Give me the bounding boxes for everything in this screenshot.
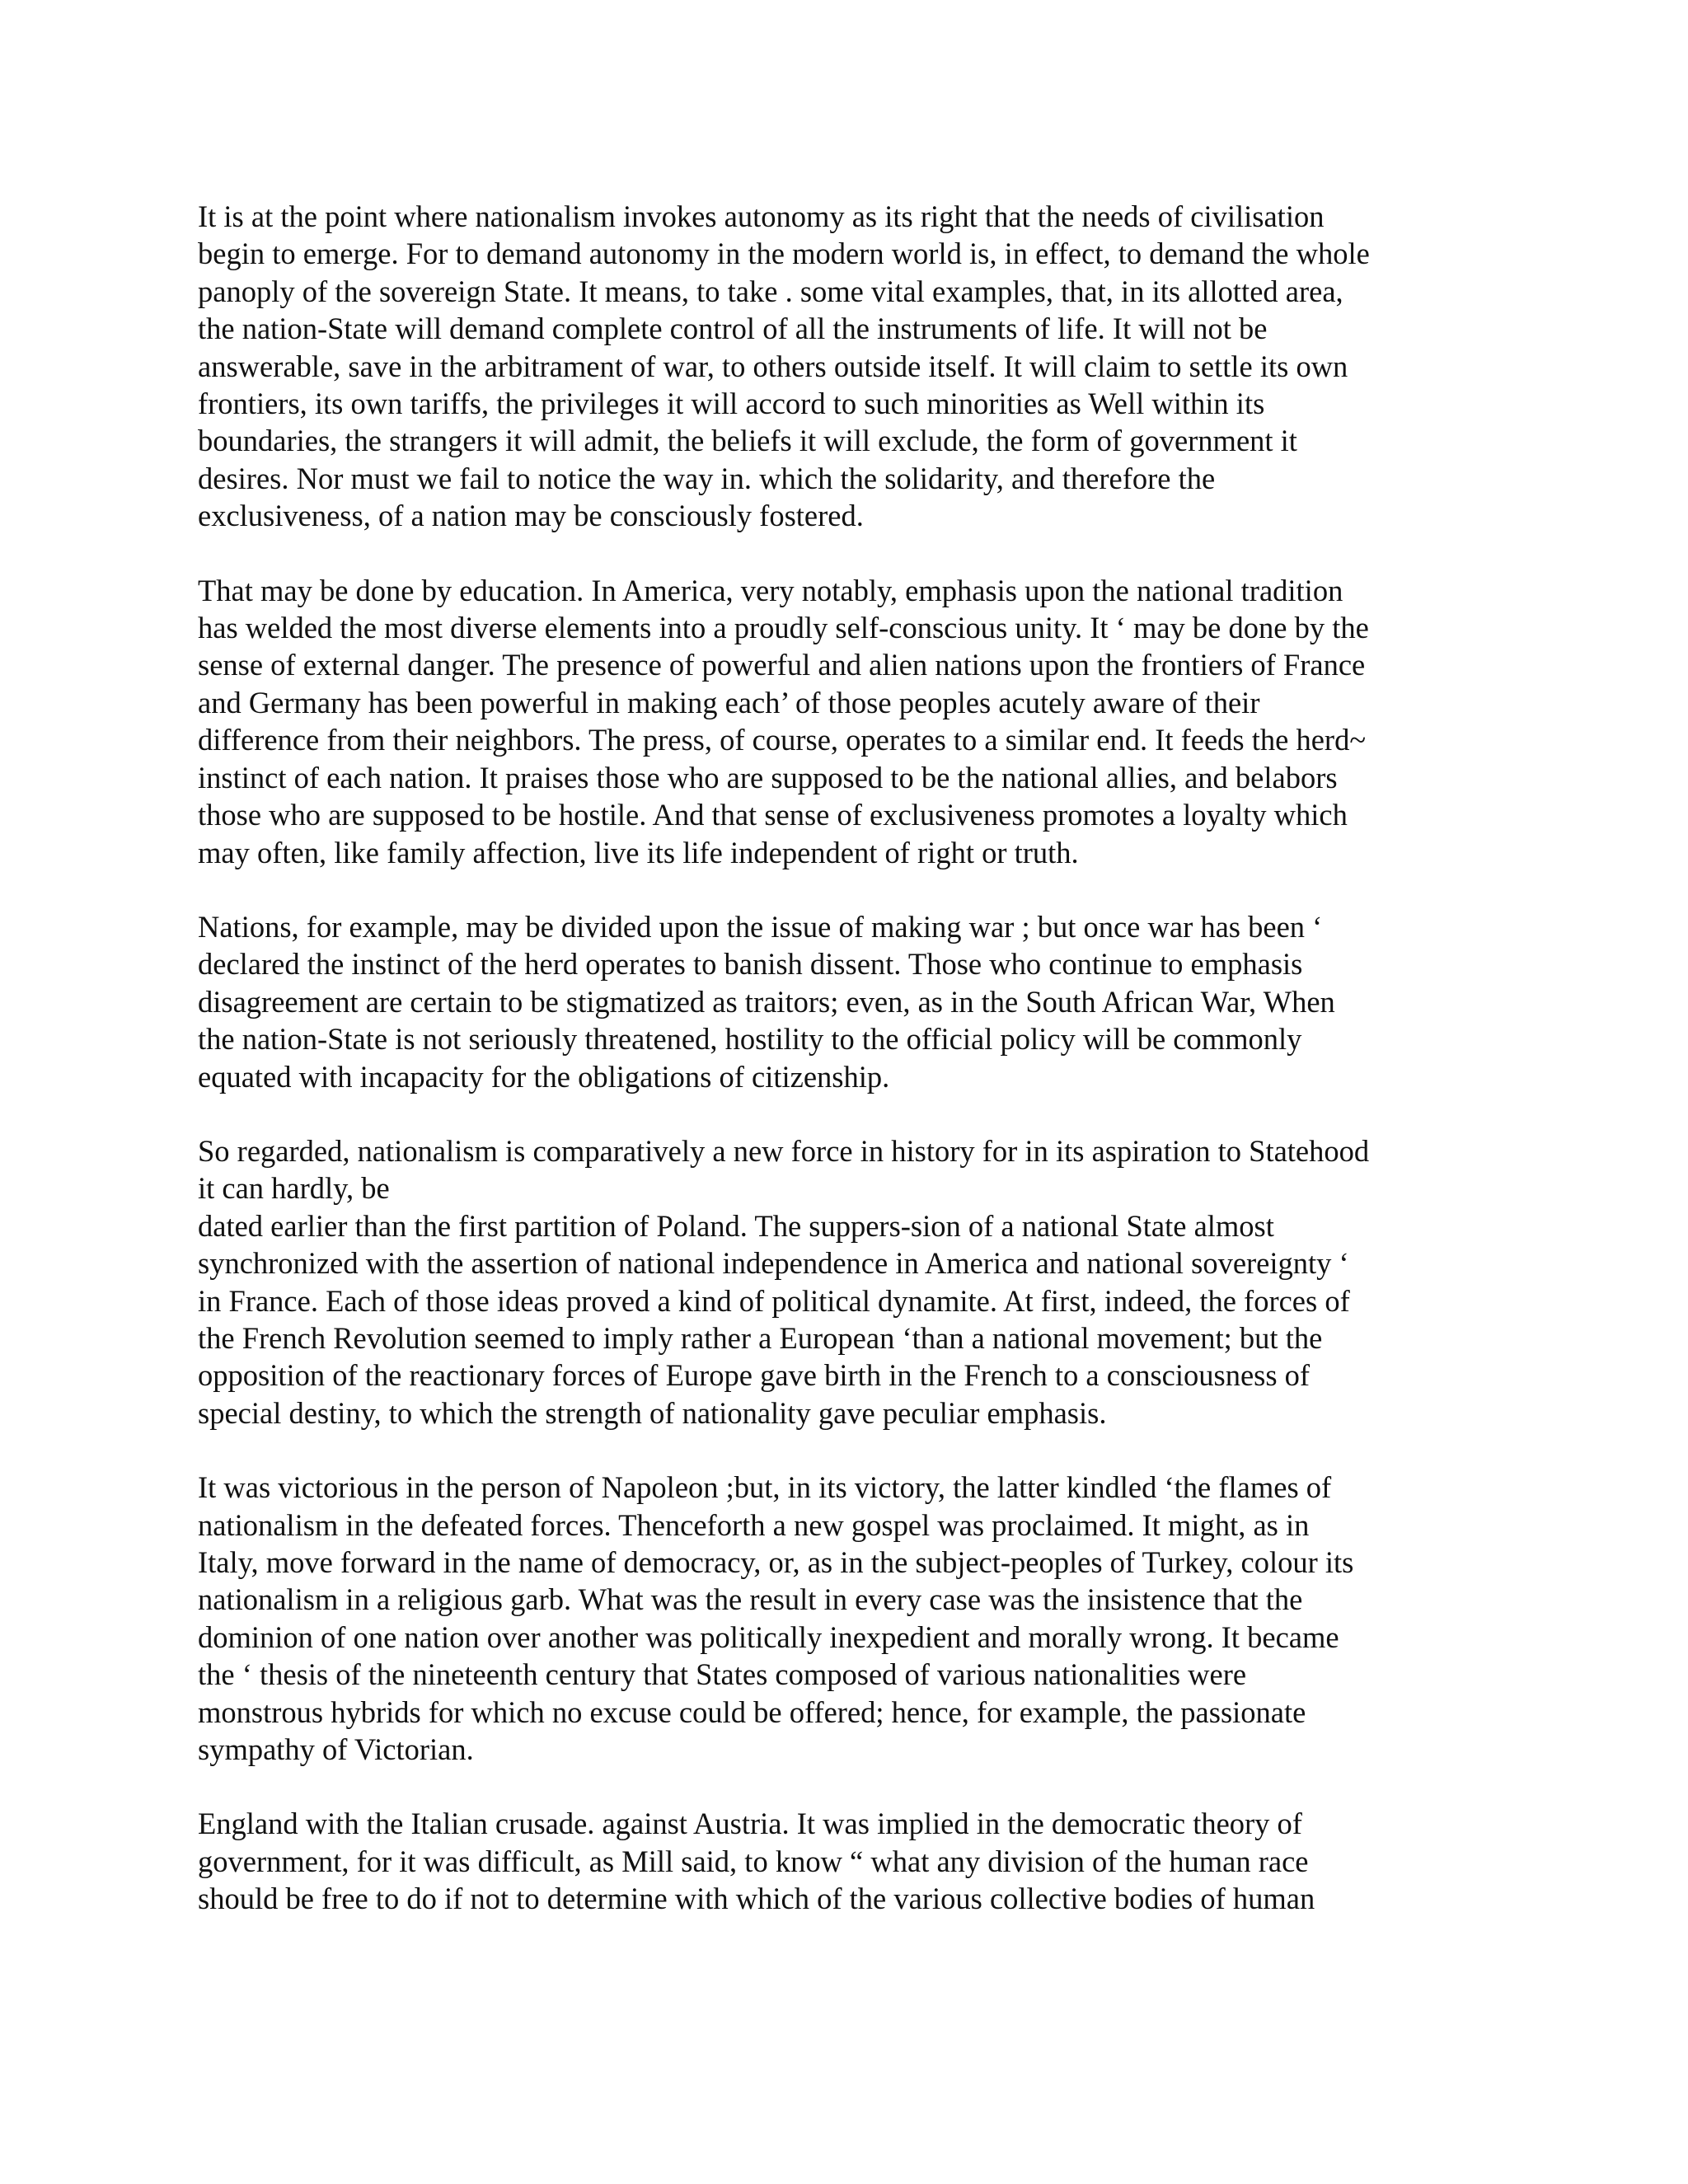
paragraph-1: It is at the point where nationalism invokes autonomy as its right that the needs of civilisation begin to emerge. For to demand autonomy in the modern world is, in effect, to demand the whole panoply of the sovereign State. It means, to take . some vital examples, that, in its allotted area, the nation-State will demand complete control of all the instruments of life. It will not be answerable, save in the arbitrament of war, to others outside itself. It will claim to settle its own frontiers, its own tariffs, the privileges it will accord to such minorities as Well within its boundaries, the strangers it will admit, the beliefs it will exclude, the form of government it desires. Nor must we fail to notice the way in. which the solidarity, and therefore the exclusiveness, of a nation may be consciously fostered.	[198, 199, 1370, 533]
paragraph-5: It was victorious in the person of Napoleon ;but, in its victory, the latter kindled ‘the flames of nationalism in the defeated forces. Thenceforth a new gospel was proclaimed. It might, as in Italy, move forward in the name of democracy, or, as in the subject-peoples of Turkey, colour its nationalism in a religious garb. What was the result in every case was the insistence that the dominion of one nation over another was politically inexpedient and morally wrong. It became the ‘ thesis of the nineteenth century that States composed of various nationalities were monstrous hybrids for which no excuse could be offered; hence, for example, the passionate sympathy of Victorian.	[198, 1470, 1354, 1767]
paragraph-4: So regarded, nationalism is comparatively a new force in history for in its aspiration to Statehood it can hardly, be dated earlier than the first partition of Poland. The suppers-sion of a national State almost synchronized with the assertion of national independence in America and national sovereignty ‘ in France. Each of those ideas proved a kind of political dynamite. At first, indeed, the forces of the French Revolution seemed to imply rather a European ‘than a national movement; but the opposition of the reactionary forces of Europe gave birth in the French to a consciousness of special destiny, to which the strength of nationality gave peculiar emphasis.	[198, 1133, 1370, 1430]
paragraph-2: That may be done by education. In America, very notably, emphasis upon the national tradition has welded the most diverse elements into a proudly self-conscious unity. It ‘ may be done by the sense of external danger. The presence of powerful and alien nations upon the frontiers of France and Germany has been powerful in making each’ of those peoples acutely aware of their difference from their neighbors. The press, of course, operates to a similar end. It feeds the herd~ instinct of each nation. It praises those who are supposed to be the national allies, and belabors those who are supposed to be hostile. And that sense of exclusiveness promotes a loyalty which may often, like family affection, live its life independent of right or truth.	[198, 573, 1369, 869]
paragraph-6: England with the Italian crusade. against Austria. It was implied in the democratic theory of government, for it was difficult, as Mill said, to know “ what any division of the human race should be free to do if not to determine with which of the various collective bodies of human	[198, 1807, 1315, 1916]
document-page	[198, 198, 1517, 1918]
paragraph-3: Nations, for example, may be divided upon the issue of making war ; but once war has been ‘ declared the instinct of the herd operates to banish dissent. Those who continue to emphasis disagreement are certain to be stigmatized as traitors; even, as in the South African War, When the nation-State is not seriously threatened, hostility to the official policy will be commonly equated with incapacity for the obligations of citizenship.	[198, 909, 1335, 1094]
